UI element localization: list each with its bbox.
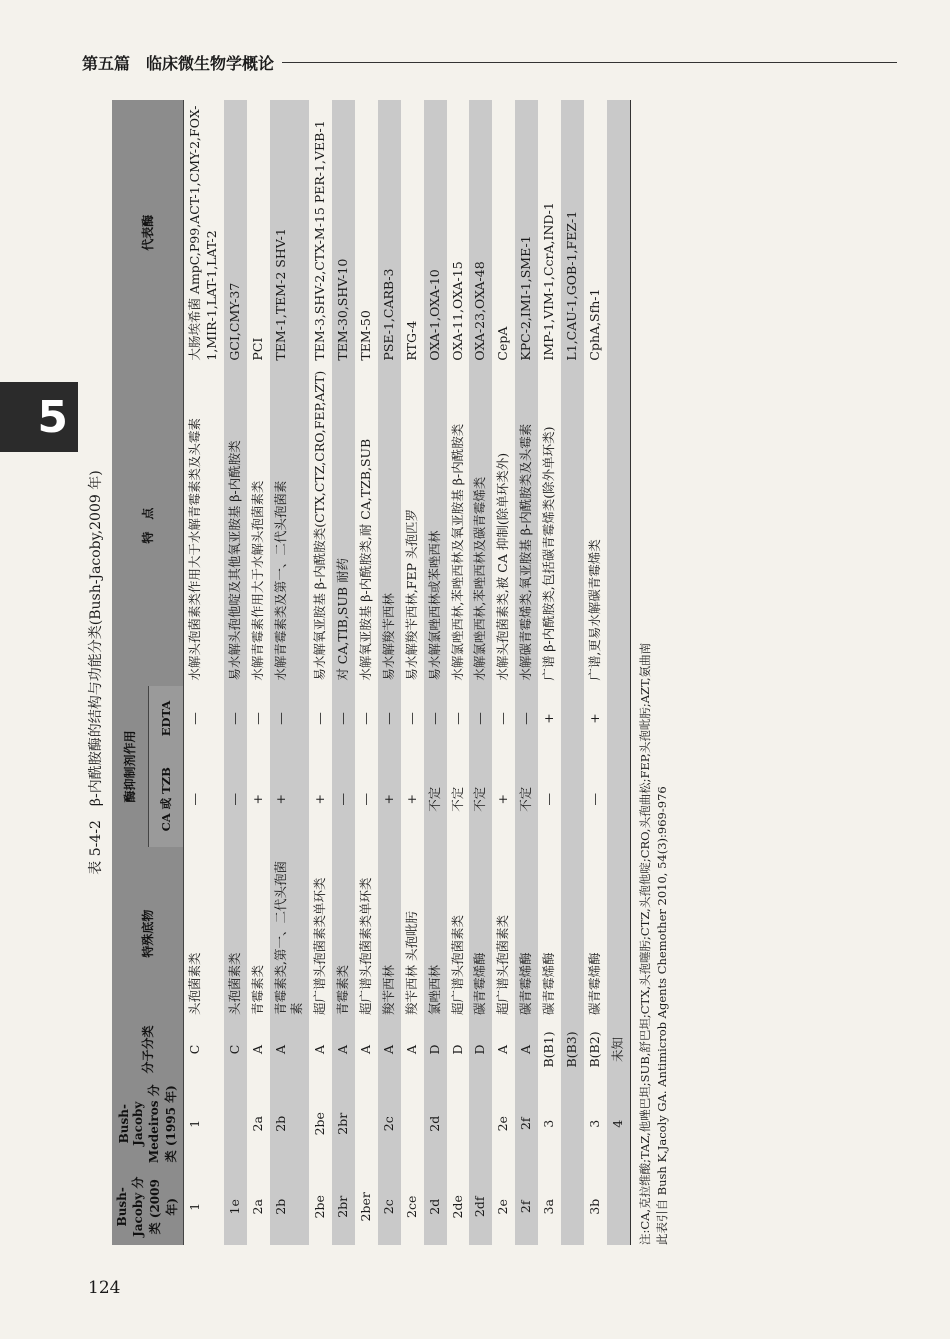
cell-bjm1995: 2f [515,1079,538,1169]
cell-enzymes: L1,CAU-1,GOB-1,FEZ-1 [561,100,584,366]
cell-bj2009: 2br [332,1169,355,1245]
rotated-table-container [80,100,890,1245]
cell-enzymes: CepA [492,100,515,366]
table-row [270,100,310,1245]
table-row [401,100,424,1245]
table-row [447,100,470,1245]
cell-ca: 不定 [515,751,538,847]
cell-bjm1995 [469,1079,492,1169]
cell-edta [561,686,584,752]
cell-mol: A [355,1020,378,1079]
cell-bj2009: 2a [247,1169,270,1245]
table-row [247,100,270,1245]
cell-substrate: 羧苄西林 [378,847,401,1020]
col-enzymes: 代表酶 [112,100,184,366]
cell-bjm1995 [561,1079,584,1169]
part-label: 第五篇 [82,53,131,73]
cell-edta: — [224,686,247,752]
running-head [82,46,897,78]
col-inhibit: 酶抑制剂作用 [112,686,148,848]
enzyme-table [112,100,631,1245]
header-rule [282,62,897,63]
cell-ca: + [378,751,401,847]
cell-bj2009: 3a [538,1169,561,1245]
cell-ca [561,751,584,847]
cell-edta: + [584,686,607,752]
cell-bjm1995: 2br [332,1079,355,1169]
cell-enzymes [607,100,630,366]
table-row [424,100,447,1245]
cell-ca: + [270,751,310,847]
cell-bjm1995 [355,1079,378,1169]
col-edta: EDTA [148,686,183,752]
cell-substrate: 碳青霉烯酶 [469,847,492,1020]
cell-substrate [607,847,630,1020]
table-row [332,100,355,1245]
cell-enzymes: 大肠埃希菌 AmpC,P99,ACT-1,CMY-2,FOX-1,MIR-1,LAT-1,LAT-2 [184,100,224,366]
cell-enzymes: OXA-11,OXA-15 [447,100,470,366]
table-row [355,100,378,1245]
cell-ca: — [355,751,378,847]
cell-bj2009: 2e [492,1169,515,1245]
cell-ca: — [584,751,607,847]
cell-mol: D [424,1020,447,1079]
cell-substrate: 羧苄西林 头孢吡肟 [401,847,424,1020]
table-row [224,100,247,1245]
note-source: 此表引自 Bush K,Jacoly GA. Antimicrob Agents Chemother 2010, 54(3):969-976 [654,786,669,1245]
cell-edta: — [401,686,424,752]
cell-ca: — [538,751,561,847]
cell-mol: A [309,1020,332,1079]
cell-ca: — [332,751,355,847]
cell-bjm1995: 2b [270,1079,310,1169]
cell-mol: 未知 [607,1020,630,1079]
cell-edta: — [309,686,332,752]
cell-enzymes: PCI [247,100,270,366]
cell-bjm1995: 2be [309,1079,332,1169]
cell-bj2009: 2be [309,1169,332,1245]
table-row [378,100,401,1245]
cell-mol: A [492,1020,515,1079]
cell-bjm1995 [447,1079,470,1169]
cell-substrate: 超广谱头孢菌素类 [492,847,515,1020]
table-row [184,100,224,1245]
table-body [184,100,631,1245]
cell-enzymes: TEM-30,SHV-10 [332,100,355,366]
cell-mol: A [270,1020,310,1079]
chapter-tab: 5 [0,382,78,452]
cell-feature [561,366,584,686]
cell-feature: 水解碳青霉烯类,氧亚胺基 β-内酰胺类及头霉素 [515,366,538,686]
col-bj2009: Bush-Jacoby 分类 (2009 年) [112,1169,184,1245]
cell-edta: — [469,686,492,752]
cell-ca [607,751,630,847]
cell-substrate: 青霉素类,第一、二代头孢菌素 [270,847,310,1020]
cell-enzymes: CphA,Sfh-1 [584,100,607,366]
cell-mol: A [247,1020,270,1079]
cell-feature: 易水解羧苄西林 [378,366,401,686]
cell-ca: + [247,751,270,847]
cell-substrate: 碳青霉烯酶 [515,847,538,1020]
cell-substrate: 碳青霉烯酶 [538,847,561,1020]
cell-enzymes: PSE-1,CARB-3 [378,100,401,366]
cell-bjm1995: 4 [607,1079,630,1169]
cell-enzymes: IMP-1,VIM-1,CcrA,IND-1 [538,100,561,366]
cell-substrate: 头孢菌素类 [184,847,224,1020]
cell-ca: — [184,751,224,847]
cell-edta: — [270,686,310,752]
cell-bjm1995: 2e [492,1079,515,1169]
cell-bj2009: 2b [270,1169,310,1245]
cell-bj2009: 2f [515,1169,538,1245]
cell-enzymes: OXA-23,OXA-48 [469,100,492,366]
cell-feature: 广谱 β-内酰胺类,包括碳青霉烯类(除外单环类) [538,366,561,686]
cell-bjm1995 [401,1079,424,1169]
cell-bjm1995 [224,1079,247,1169]
cell-mol: D [447,1020,470,1079]
cell-mol: B(B3) [561,1020,584,1079]
cell-edta: — [355,686,378,752]
cell-ca: + [309,751,332,847]
cell-enzymes: TEM-1,TEM-2 SHV-1 [270,100,310,366]
cell-edta: — [424,686,447,752]
cell-mol: C [224,1020,247,1079]
cell-edta: — [247,686,270,752]
cell-ca: — [224,751,247,847]
cell-ca: 不定 [447,751,470,847]
cell-substrate: 氯唑西林 [424,847,447,1020]
table-row [561,100,584,1245]
cell-feature: 广谱,更易水解碳青霉烯类 [584,366,607,686]
cell-feature: 水解氯唑西林,苯唑西林及氧亚胺基 β-内酰胺类 [447,366,470,686]
cell-feature: 水解氧亚胺基 β-内酰胺类,耐 CA,TZB,SUB [355,366,378,686]
table-row [309,100,332,1245]
col-mol: 分子分类 [112,1020,184,1079]
cell-bj2009: 3b [584,1169,607,1245]
cell-substrate: 头孢菌素类 [224,847,247,1020]
cell-ca: + [492,751,515,847]
cell-bjm1995: 2a [247,1079,270,1169]
cell-enzymes: KPC-2,IMI-1,SME-1 [515,100,538,366]
cell-enzymes: RTG-4 [401,100,424,366]
cell-mol: A [515,1020,538,1079]
cell-enzymes: OXA-1,OXA-10 [424,100,447,366]
cell-ca: 不定 [424,751,447,847]
cell-substrate [561,847,584,1020]
cell-bj2009 [607,1169,630,1245]
cell-substrate: 超广谱头孢菌素类单环类 [355,847,378,1020]
table-caption: 表 5-4-2 β-内酰胺酶的结构与功能分类(Bush-Jacoby,2009 年) [88,470,104,875]
cell-bj2009: 2de [447,1169,470,1245]
cell-mol: B(B2) [584,1020,607,1079]
cell-bj2009: 2ce [401,1169,424,1245]
cell-edta [607,686,630,752]
cell-feature: 水解头孢菌素类作用大于水解青霉素类及头霉素 [184,366,224,686]
cell-bj2009: 2ber [355,1169,378,1245]
cell-enzymes: TEM-50 [355,100,378,366]
cell-edta: — [515,686,538,752]
cell-ca: 不定 [469,751,492,847]
cell-feature [607,366,630,686]
table-row [584,100,607,1245]
cell-mol: A [378,1020,401,1079]
note-abbreviations: 注:CA,克拉维酸;TAZ,他唑巴坦;SUB,舒巴坦;CTX,头孢噻肟;CTZ,头孢他啶;CRO,头孢曲松;FEP,头孢吡肟;AZT,氨曲南 [637,642,652,1245]
cell-edta: — [332,686,355,752]
cell-mol: A [401,1020,424,1079]
col-feature: 特 点 [112,366,184,686]
cell-substrate: 超广谱头孢菌素类单环类 [309,847,332,1020]
cell-feature: 易水解氧亚胺基 β-内酰胺类(CTX,CTZ,CRO,FEP,AZT) [309,366,332,686]
col-ca-tzb: CA 或 TZB [148,751,183,847]
cell-substrate: 超广谱头孢菌素类 [447,847,470,1020]
table-row [538,100,561,1245]
cell-edta: — [184,686,224,752]
table-row [469,100,492,1245]
cell-ca: + [401,751,424,847]
cell-bjm1995: 2c [378,1079,401,1169]
cell-bj2009 [561,1169,584,1245]
cell-substrate: 青霉素类 [332,847,355,1020]
cell-feature: 水解青霉素类及第一、二代头孢菌素 [270,366,310,686]
cell-feature: 易水解氯唑西林或苯唑西林 [424,366,447,686]
cell-bj2009: 2d [424,1169,447,1245]
table-row [607,100,630,1245]
table-notes [637,100,672,1245]
cell-feature: 对 CA,TIB,SUB 耐药 [332,366,355,686]
cell-mol: B(B1) [538,1020,561,1079]
cell-enzymes: GCI,CMY-37 [224,100,247,366]
cell-bjm1995: 3 [584,1079,607,1169]
cell-feature: 水解头孢菌素类,被 CA 抑制(除单环类外) [492,366,515,686]
cell-feature: 易水解头孢他啶及其他氧亚胺基 β-内酰胺类 [224,366,247,686]
cell-bj2009: 2c [378,1169,401,1245]
cell-bjm1995: 1 [184,1079,224,1169]
cell-edta: — [492,686,515,752]
cell-bj2009: 1 [184,1169,224,1245]
table-row [515,100,538,1245]
table-row [492,100,515,1245]
cell-edta: — [378,686,401,752]
cell-bjm1995: 2d [424,1079,447,1169]
cell-feature: 水解青霉素作用大于水解头孢菌素类 [247,366,270,686]
cell-feature: 水解氯唑西林,苯唑西林及碳青霉烯类 [469,366,492,686]
cell-enzymes: TEM-3,SHV-2,CTX-M-15 PER-1,VEB-1 [309,100,332,366]
cell-bjm1995: 3 [538,1079,561,1169]
part-title: 临床微生物学概论 [146,53,275,73]
cell-edta: + [538,686,561,752]
cell-bj2009: 1e [224,1169,247,1245]
cell-mol: A [332,1020,355,1079]
cell-mol: C [184,1020,224,1079]
cell-bj2009: 2df [469,1169,492,1245]
cell-feature: 易水解羧苄西林,FEP 头孢匹罗 [401,366,424,686]
cell-edta: — [447,686,470,752]
cell-mol: D [469,1020,492,1079]
cell-substrate: 碳青霉烯酶 [584,847,607,1020]
page-number: 124 [88,1278,121,1298]
col-substrate: 特殊底物 [112,847,184,1020]
col-bjm1995: Bush-Jacoby Medeiros 分类 (1995 年) [112,1079,184,1169]
cell-substrate: 青霉素类 [247,847,270,1020]
